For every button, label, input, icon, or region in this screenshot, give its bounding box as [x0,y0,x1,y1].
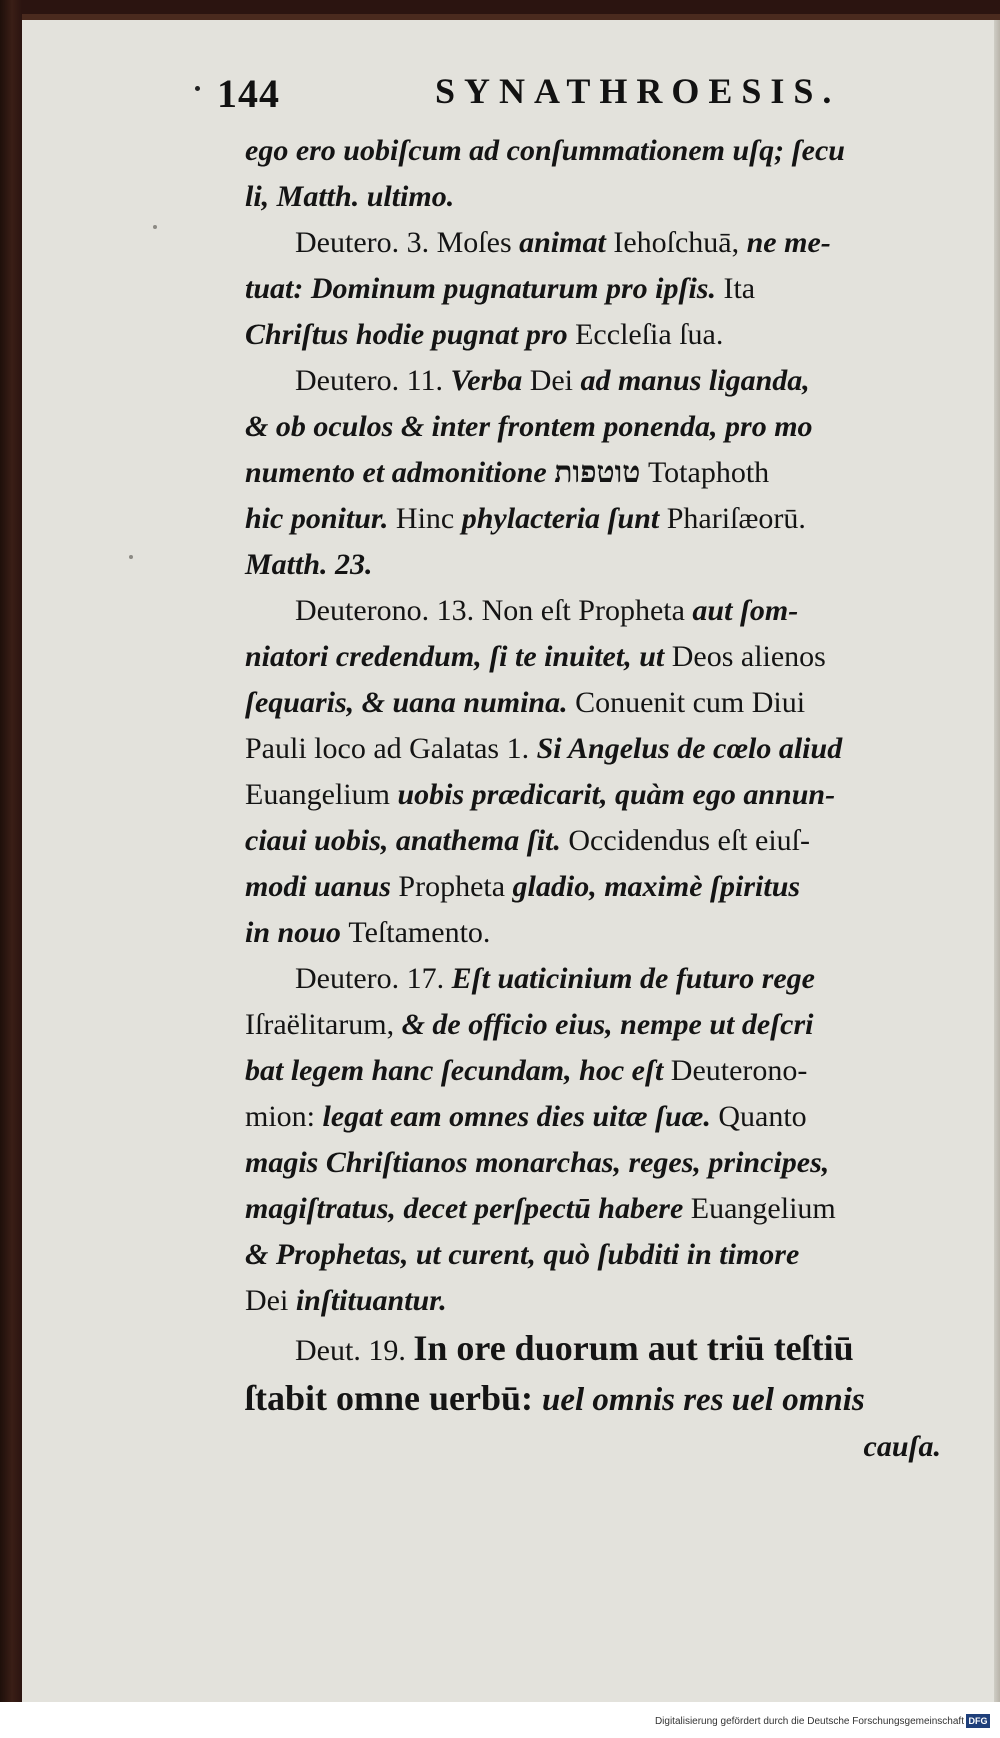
text-run: Occidendus eſt eiuſ- [568,824,810,857]
text-line [245,266,945,312]
text-run: phylacteria ſunt [461,502,667,535]
text-run: ſequaris, & uana numina. [245,686,576,719]
text-run: ciaui uobis, anathema ſit. [245,824,569,857]
ink-dot-mark [195,86,200,91]
text-line: li, Matth. ultimo. [245,180,455,213]
text-run: gladio, maximè ſpiritus [512,870,801,903]
text-run: Conuenit cum Diui [575,686,806,719]
text-line [245,220,945,266]
text-line [245,956,945,1002]
paragraph [245,956,945,1324]
text-run: Deut. 19. [295,1334,414,1367]
text-run: modi uanus [245,870,399,903]
text-run: Teſtamento. [348,916,491,949]
text-run: Quanto [718,1100,807,1133]
text-run: aut ſom- [692,594,799,627]
text-run: Ita [723,272,756,305]
digitization-credit: Digitalisierung gefördert durch die Deutsche Forschungsgemeinschaft [654,1716,964,1727]
text-run: Phariſæorū. [666,502,806,535]
text-run: uel omnis res uel omnis [542,1382,865,1418]
text-line [245,1094,945,1140]
page-header [195,70,955,120]
running-head: SYNATHROESIS. [435,71,841,111]
text-line: & ob oculos & inter frontem ponenda, pro mo [245,410,813,443]
hebrew-word: טוטפות [554,455,641,490]
text-run: Deutero. 3. Moſes [295,226,520,259]
text-run: Dei [529,364,581,397]
page-number: 144 [217,71,280,116]
text-run: In ore duorum aut triū teſtiū [413,1328,854,1368]
text-run: mion: [245,1100,323,1133]
text-run: tuat: Dominum pugnaturum pro ipſis. [245,272,724,305]
text-line [245,1048,945,1094]
text-line: Matth. 23. [245,548,373,581]
text-run: uobis prædicarit, quàm ego annun- [397,778,836,811]
text-run: in nouo [245,916,349,949]
body-text [245,128,945,1470]
catchword: cauſa. [863,1430,941,1463]
text-line [245,1002,945,1048]
text-line [245,450,945,496]
text-line: magis Chriſtianos monarchas, reges, principes, [245,1146,830,1179]
text-line [245,1374,945,1424]
text-run: Euangelium [690,1192,836,1225]
text-run: Verba [450,364,530,397]
text-line [245,680,945,726]
text-run: Chriſtus hodie pugnat pro [245,318,576,351]
text-run: Deuterono- [670,1054,808,1087]
paper-speck [153,225,157,229]
paragraph [245,588,945,956]
text-run: Pauli loco ad Galatas 1. [245,732,537,765]
text-run: Propheta [398,870,513,903]
text-run: animat [519,226,614,259]
text-line [245,726,945,772]
text-line: & Prophetas, ut curent, quò ſubditi in timore [245,1238,800,1271]
text-line [245,496,945,542]
text-run: Deos alienos [671,640,826,673]
text-run: magiſtratus, decet perſpectū habere [245,1192,691,1225]
text-run: ne me- [746,226,831,259]
text-line [245,818,945,864]
text-run: ſtabit omne uerbū: [245,1378,542,1418]
paper-speck [129,555,133,559]
text-run: bat legem hanc ſecundam, hoc eſt [245,1054,671,1087]
text-line [245,634,945,680]
text-line [245,864,945,910]
text-line [245,1186,945,1232]
text-run: Deuterono. 13. Non eſt Propheta [295,594,693,627]
text-run: Iehoſchuā, [613,226,747,259]
text-line [245,772,945,818]
text-line [245,910,945,956]
text-run: & de officio eius, nempe ut deſcri [401,1008,814,1041]
text-run: hic ponitur. [245,502,396,535]
paragraph [245,128,945,220]
paragraph [245,220,945,358]
text-run: Eſt uaticinium de futuro rege [451,962,815,995]
text-line: ego ero uobiſcum ad conſummationem uſq; ſecu [245,134,845,167]
paragraph [245,358,945,588]
paragraph [245,1324,945,1470]
text-run: numento et admonitione [245,456,555,489]
text-run: Dei [245,1284,296,1317]
text-run: Deutero. 11. [295,364,451,397]
text-run: inſtituantur. [295,1284,447,1317]
text-run: Si Angelus de cœlo aliud [536,732,843,765]
text-line [245,588,945,634]
text-run: niatori credendum, ſi te inuitet, ut [245,640,672,673]
text-run: Iſraëlitarum, [245,1008,402,1041]
dfg-logo: DFG [966,1714,990,1728]
text-run: Eccleſia ſua. [575,318,724,351]
text-run: legat eam omnes dies uitæ ſuæ. [322,1100,719,1133]
text-line [245,1278,945,1324]
text-run: ad manus liganda, [580,364,810,397]
text-run: Hinc [395,502,462,535]
text-line [245,1324,945,1374]
text-run: Deutero. 17. [295,962,452,995]
text-line [245,358,945,404]
text-run: Totaphoth [640,456,770,489]
text-line [245,312,945,358]
text-run: Euangelium [245,778,398,811]
page-edge-shadow [994,20,1000,1702]
